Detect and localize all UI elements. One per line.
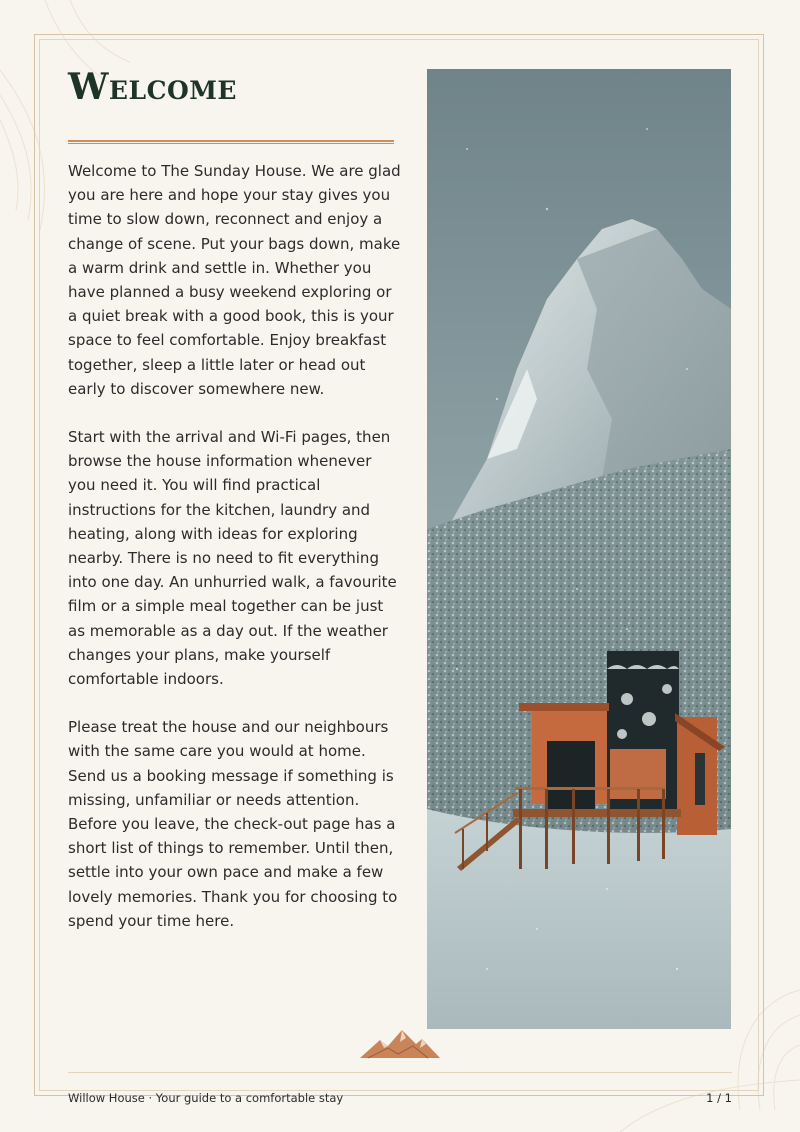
footer-guide-name: Willow House · Your guide to a comfortable stay bbox=[68, 1091, 344, 1105]
cabin-mountain-photo bbox=[427, 69, 731, 1029]
mountain-icon bbox=[358, 1026, 442, 1060]
welcome-body bbox=[68, 159, 403, 957]
footer-page-number: 1 / 1 bbox=[706, 1091, 732, 1105]
welcome-paragraph: Please treat the house and our neighbours with the same care you would at home. Send us a booking message if something is missing, unfamiliar or needs attention. Before you leave, the check-out page has a short list of things to remember. Until then, settle into your own pace and make a few lovely memories. Thank you for choosing to spend your time here. bbox=[68, 718, 398, 930]
welcome-paragraph: Welcome to The Sunday House. We are glad you are here and hope your stay gives you time to slow down, reconnect and enjoy a change of scene. Put your bags down, make a warm drink and settle in. Whether you have planned a busy weekend exploring or a quiet break with a good book, this is your space to feel comfortable. Enjoy breakfast together, sleep a little later or head out early to discover somewhere new. bbox=[68, 162, 401, 398]
page-title: Welcome bbox=[68, 66, 237, 108]
footer-divider bbox=[68, 1072, 732, 1073]
title-divider bbox=[68, 140, 394, 144]
welcome-paragraph: Start with the arrival and Wi-Fi pages, then browse the house information whenever you need it. You will find practical instructions for the kitchen, laundry and heating, along with ideas for exploring nearby. There is no need to fit everything into one day. An unhurried walk, a favourite film or a simple meal together can be just as memorable as a day out. If the weather changes your plans, make yourself comfortable indoors. bbox=[68, 428, 397, 689]
